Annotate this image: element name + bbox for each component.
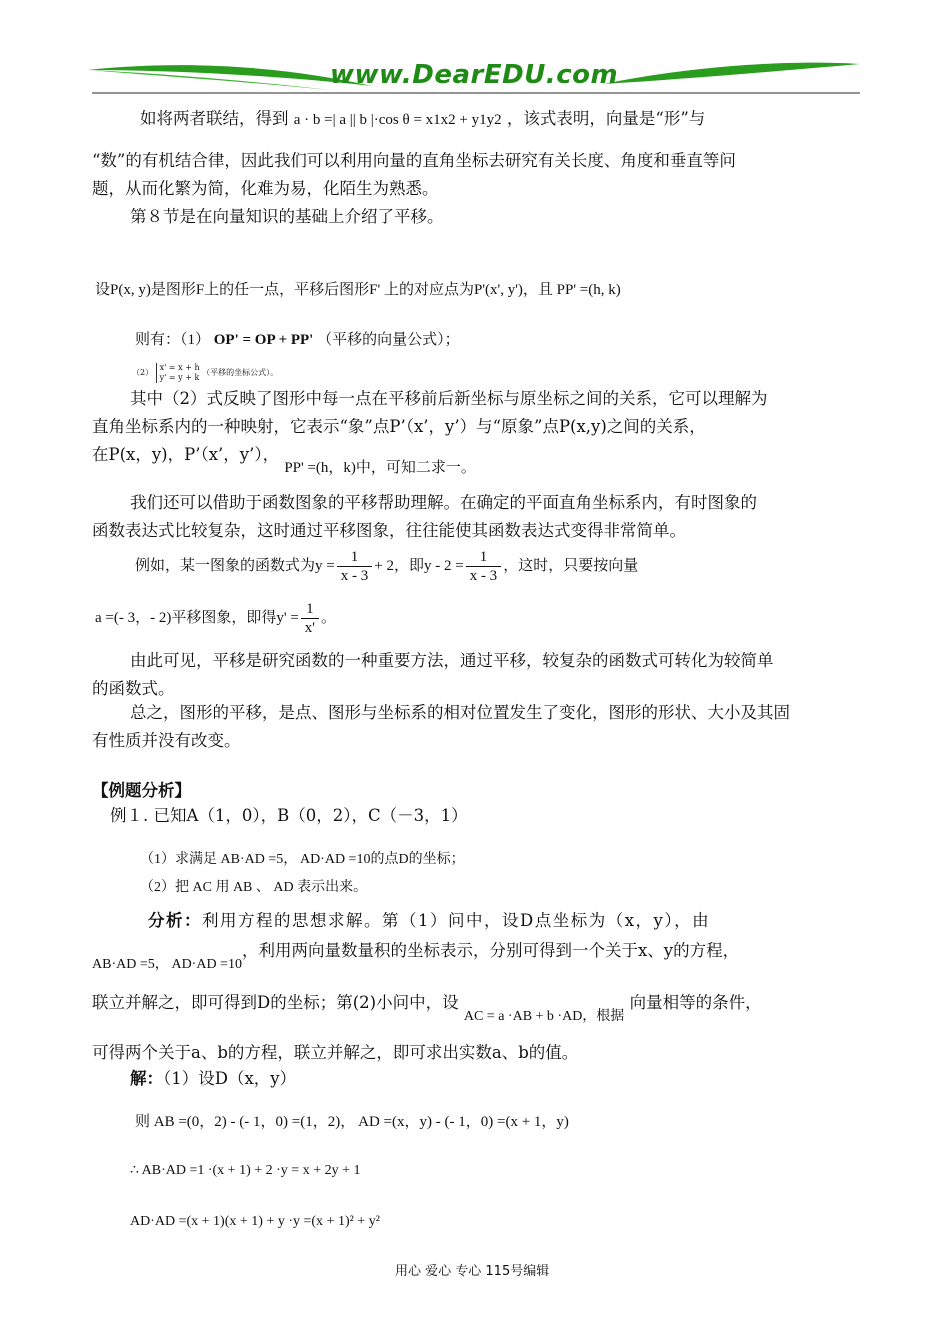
function-example-line2: a =(- 3，- 2)平移图象，即得y' = $\frac{1}{x'}$ 。 — [95, 601, 337, 636]
example1-q2: （2）把 AC 用 AB 、 AD 表示出来。 — [140, 880, 368, 895]
analysis-line1: 分析：利用方程的思想求解。第（1）问中，设D点坐标为（x，y），由 — [148, 911, 711, 930]
solution-step1: 则 AB =(0，2) - (- 1，0) =(1，2)， AD =(x，y) - (- 1，0) =(x + 1，y) — [135, 1114, 569, 1130]
para-map-line3: 在P(x，y)，P’（x’，y’）， PP' =(h，k)中，可知二求一。 — [92, 445, 476, 476]
logo-text: www.DearEDU.com — [330, 60, 619, 90]
analysis-line2: $_{AB\cdot AD =5, AD\cdot AD =10}$，利用两向量数量积的坐标表示，分别可得到一个关于x、y的方程， — [92, 941, 740, 972]
vector-formula-1: 则有：（1） OP' = OP + PP' （平移的向量公式）； — [135, 332, 460, 348]
para-map-line1: 其中（2）式反映了图形中每一点在平移前后新坐标与原坐标之间的关系，它可以理解为 — [130, 389, 768, 408]
coordinate-formula-2: （2） x' = x + h y' = y + k （平移的坐标公式）。 — [132, 363, 279, 382]
function-example-line1: 例如，某一图象的函数式为y = $\frac{1}{x - 3}$ + 2，即y - 2 = $\frac{1}{x - 3}$ ，这时，只要按向量 — [135, 549, 639, 584]
para1-line3: 题，从而化繁为简，化难为易，化陌生为熟悉。 — [92, 179, 439, 198]
para1-line2: “数”的有机结合律，因此我们可以利用向量的直角坐标去研究有关长度、角度和垂直等问 — [92, 151, 736, 170]
analysis-line4: 可得两个关于a、b的方程，联立并解之，即可求出实数a、b的值。 — [92, 1043, 579, 1062]
solution-step3: AD·AD =(x + 1)(x + 1) + y ·y =(x + 1)² + y² — [130, 1214, 380, 1229]
dot-product-formula: a · b =| a || b |·cos θ = x1x2 + y1y2 — [293, 112, 502, 128]
point-definition: 设P(x, y)是图形F上的任一点，平移后图形F' 上的对应点为P'(x', y')，且 PP' =(h, k) — [95, 282, 621, 298]
para-graph-line1: 我们还可以借助于函数图象的平移帮助理解。在确定的平面直角坐标系内，有时图象的 — [130, 493, 757, 512]
para-graph-line2: 函数表达式比较复杂，这时通过平移图象，往往能使其函数表达式变得非常简单。 — [92, 521, 686, 540]
page-footer: 用心 爱心 专心 115号编辑 — [395, 1264, 550, 1279]
para-summary-line1: 总之，图形的平移，是点、图形与坐标系的相对位置发生了变化，图形的形状、大小及其固 — [130, 703, 790, 722]
header-banner — [0, 0, 950, 110]
swoosh-logo-graphic — [0, 0, 950, 110]
para1-line1: 如将两者联结，得到 a · b =| a || b |·cos θ = x1x2 + y1y2 ，该式表明，向量是“形”与 — [140, 109, 706, 128]
example1-title: 例１. 已知A（1，0），B（0，2），C（－3，1） — [110, 806, 468, 825]
para-method-line2: 的函数式。 — [92, 679, 175, 698]
section-title: 【例题分析】 — [92, 781, 191, 800]
example1-q1: （1）求满足 AB·AD =5， AD·AD =10的点D的坐标； — [140, 852, 465, 867]
section8-text: 第８节是在向量知识的基础上介绍了平移。 — [130, 207, 444, 226]
para-summary-line2: 有性质并没有改变。 — [92, 731, 241, 750]
solution-step2: ∴ AB·AD =1 ·(x + 1) + 2 ·y = x + 2y + 1 — [130, 1163, 361, 1178]
solution-line1: 解：（1）设D（x，y） — [130, 1069, 297, 1088]
para-method-line1: 由此可见，平移是研究函数的一种重要方法，通过平移，较复杂的函数式可转化为较简单 — [130, 651, 774, 670]
analysis-line3: 联立并解之，即可得到D的坐标；第(2)小问中，设 $_{AC = a \cdot AB + b \cdot AD,根据}$ 向量相等的条件， — [92, 993, 762, 1024]
para-map-line2: 直角坐标系内的一种映射，它表示“象”点P’（x’，y’）与“原象”点P(x,y)之间的关系， — [92, 417, 706, 436]
